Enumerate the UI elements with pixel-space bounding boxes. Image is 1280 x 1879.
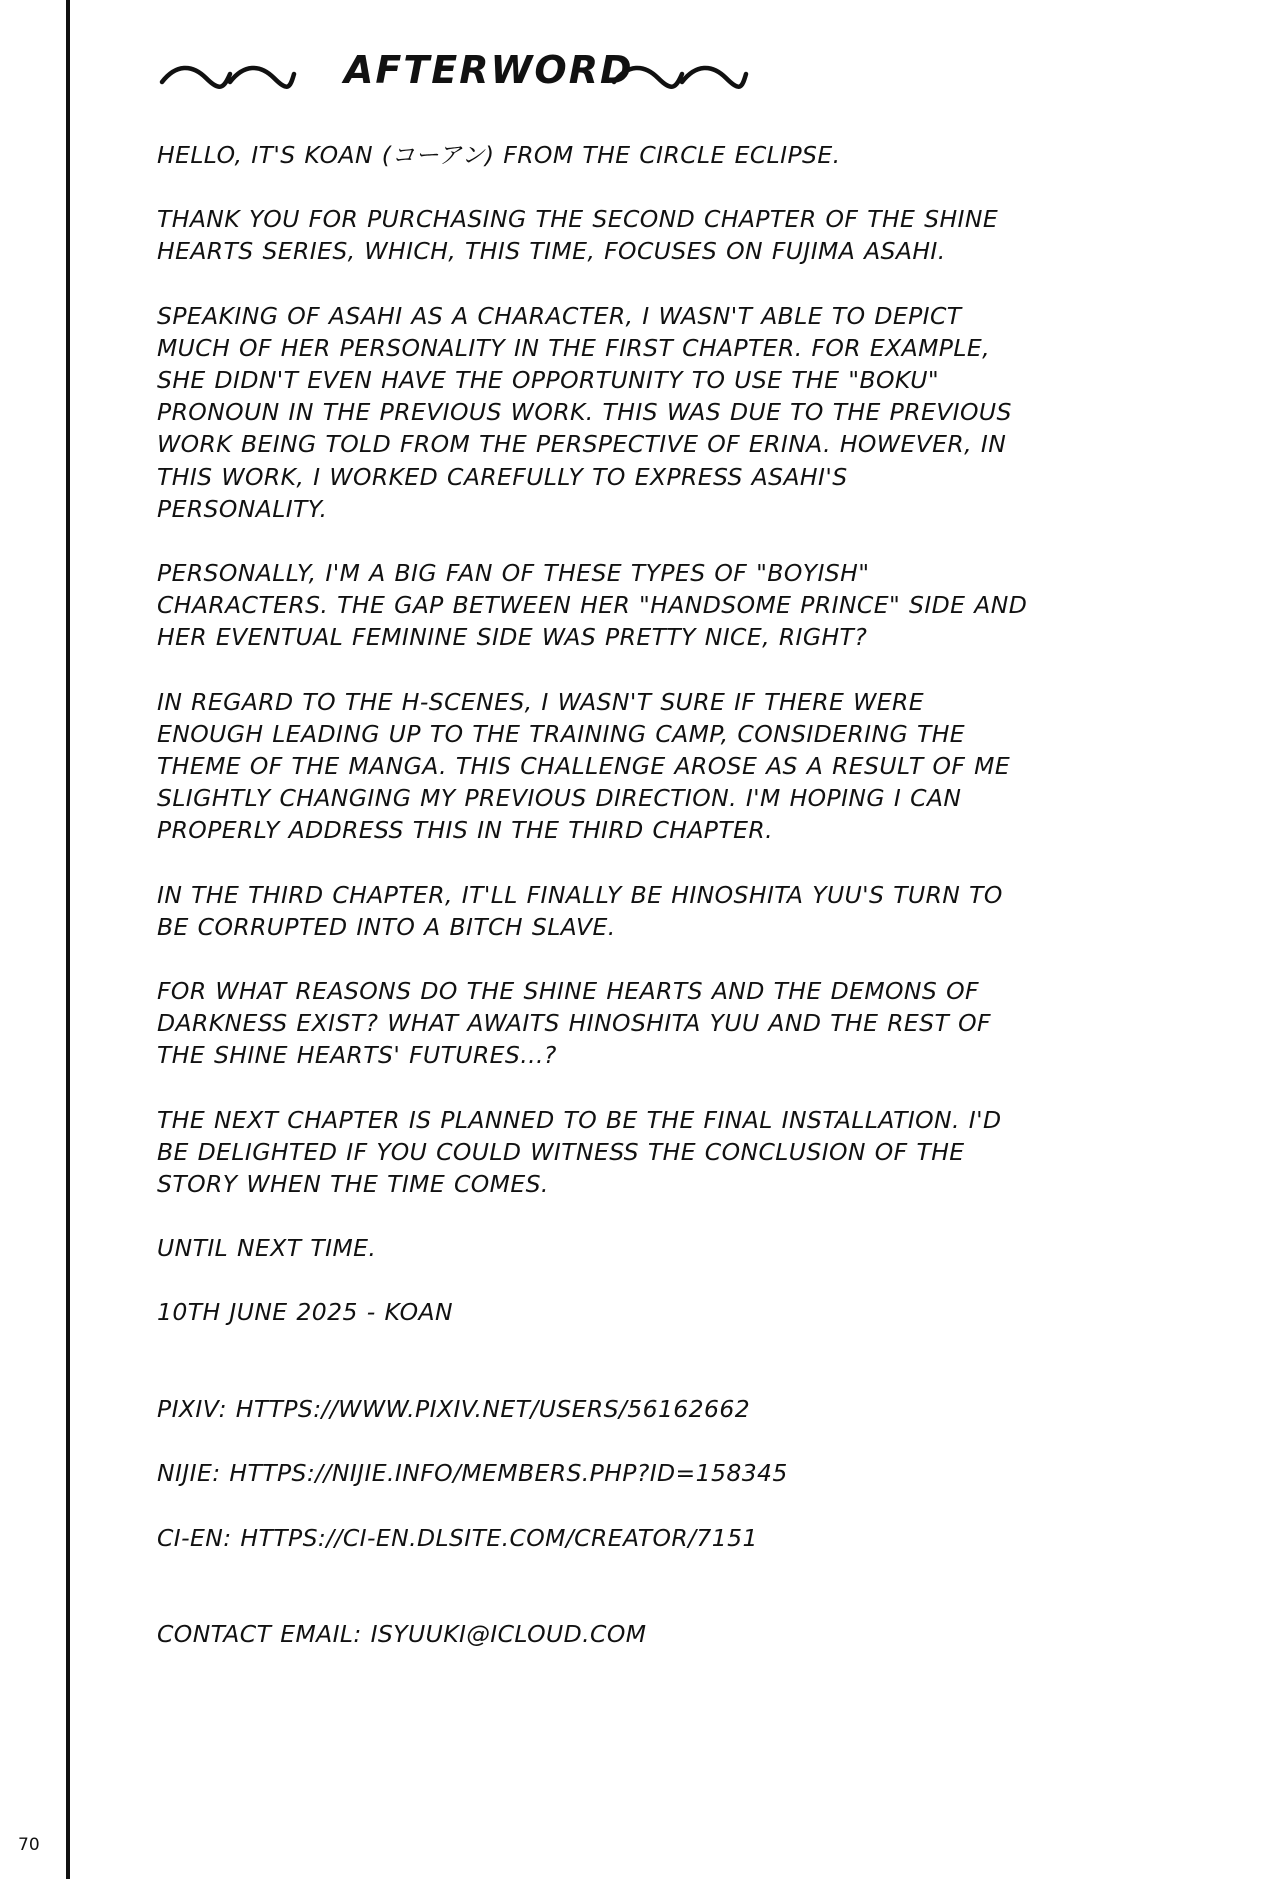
paragraph-date-signature: 10TH JUNE 2025 - KOAN [157,1298,453,1327]
link-ci-en[interactable]: CI-EN: HTTPS://CI-EN.DLSITE.COM/CREATOR/7151 [157,1523,758,1552]
paragraph-greeting: HELLO, IT'S KOAN (コーアン) FROM THE CIRCLE ECLIPSE. [157,141,841,169]
wave-swirl-icon [158,62,298,92]
paragraph-until-next-time: UNTIL NEXT TIME. [157,1234,377,1263]
paragraph-final-installation: THE NEXT CHAPTER IS PLANNED TO BE THE FINAL INSTALLATION. I'D BE DELIGHTED IF YOU COULD WITNESS THE CONCLUSION OF THE STORY WHEN THE TIME COMES. [157,1105,1002,1199]
paragraph-boyish: PERSONALLY, I'M A BIG FAN OF THESE TYPES OF "BOYISH" CHARACTERS. THE GAP BETWEEN HER "HANDSOME PRINCE" SIDE AND HER EVENTUAL FEMININE SIDE WAS PRETTY NICE, RIGHT? [157,559,1028,652]
paragraph-thanks: THANK YOU FOR PURCHASING THE SECOND CHAPTER OF THE SHINE HEARTS SERIES, WHICH, THIS TIME, FOCUSES ON FUJIMA ASAHI. [157,205,999,266]
wave-swirl-icon [610,62,750,92]
links-list [157,1361,1197,1586]
page-border-line [66,0,70,1879]
paragraph-h-scenes: IN REGARD TO THE H-SCENES, I WASN'T SURE IF THERE WERE ENOUGH LEADING UP TO THE TRAINING CAMP, CONSIDERING THE THEME OF THE MANGA. THIS CHALLENGE AROSE AS A RESULT OF ME SLIGHTLY CHANGING MY PREVIOUS DIRECTION. I'M HOPING I CAN PROPERLY ADDRESS THIS IN THE THIRD CHAPTER. [157,687,1011,845]
afterword-body [157,139,1197,1682]
contact-email[interactable]: CONTACT EMAIL: ISYUUKI@ICLOUD.COM [157,1620,647,1649]
link-pixiv[interactable]: PIXIV: HTTPS://WWW.PIXIV.NET/USERS/56162662 [157,1394,751,1423]
paragraph-questions: FOR WHAT REASONS DO THE SHINE HEARTS AND THE DEMONS OF DARKNESS EXIST? WHAT AWAITS HINOSHITA YUU AND THE REST OF THE SHINE HEARTS' FUTURES...? [157,977,991,1070]
paragraph-third-chapter: IN THE THIRD CHAPTER, IT'LL FINALLY BE HINOSHITA YUU'S TURN TO BE CORRUPTED INTO A BITCH SLAVE. [157,880,1003,941]
page-title: AFTERWORD [344,48,634,92]
afterword-heading [158,48,758,108]
paragraph-asahi-character: SPEAKING OF ASAHI AS A CHARACTER, I WASN'T ABLE TO DEPICT MUCH OF HER PERSONALITY IN THE FIRST CHAPTER. FOR EXAMPLE, SHE DIDN'T EVEN HAVE THE OPPORTUNITY TO USE THE "BOKU" PRONOUN IN THE PREVIOUS WORK. THIS WAS DUE TO THE PREVIOUS WORK BEING TOLD FROM THE PERSPECTIVE OF ERINA. HOWEVER, IN THIS WORK, I WORKED CAREFULLY TO EXPRESS ASAHI'S PERSONALITY. [157,301,1012,523]
page-number: 70 [18,1835,40,1855]
link-nijie[interactable]: NIJIE: HTTPS://NIJIE.INFO/MEMBERS.PHP?ID=158345 [157,1459,788,1488]
